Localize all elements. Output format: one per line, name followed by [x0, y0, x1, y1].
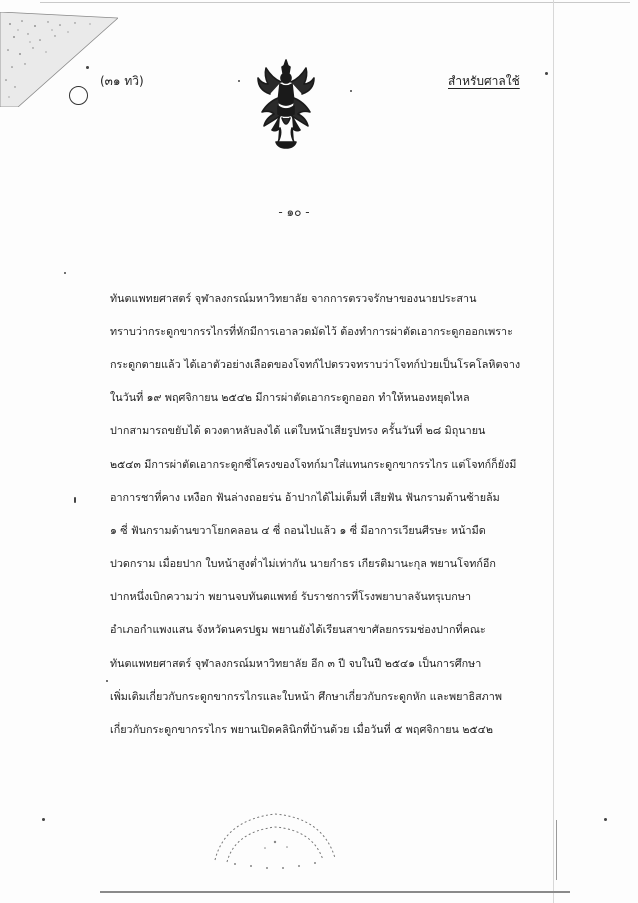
scan-speck: [106, 680, 108, 682]
body-line-5: ปากสามารถขยับได้ ดวงตาหลับลงได้ แต่ใบหน้าเสียรูปทรง ครั้นวันที่ ๒๘ มิถุนายน: [110, 424, 486, 437]
scan-speck: [74, 497, 76, 503]
scan-speck: [42, 818, 45, 821]
scan-speck: [604, 818, 607, 821]
body-line-8: ๑ ซี่ ฟันกรามด้านขวาโยกคลอน ๔ ซี่ ถอนไปแล้ว ๑ ซี่ มีอาการเวียนศีรษะ หน้ามืด: [110, 524, 486, 537]
scan-speck: [350, 90, 352, 92]
body-line-14: เกี่ยวกับกระดูกขากรรไกร พยานเปิดคลินิกที่บ้านด้วย เมื่อวันที่ ๕ พฤศจิกายน ๒๕๔๒: [110, 723, 493, 736]
body-line-12: ทันตแพทยศาสตร์ จุฬาลงกรณ์มหาวิทยาลัย อีก ๓ ปี จบในปี ๒๕๔๑ เป็นการศึกษา: [110, 657, 482, 670]
body-line-1: ทันตแพทยศาสตร์ จุฬาลงกรณ์มหาวิทยาลัย จากการตรวจรักษาของนายประสาน: [110, 292, 477, 305]
body-line-6: ๒๕๔๓ มีการผ่าตัดเอากระดูกซี่โครงของโจทก์มาใส่แทนกระดูกขากรรไกร แต่โจทก์ก็ยังมี: [110, 458, 517, 471]
page-number: - ๑๐ -: [278, 205, 310, 219]
body-line-3: กระดูกตายแล้ว ได้เอาตัวอย่างเลือดของโจทก์ไปตรวจทราบว่าโจทก์ป่วยเป็นโรคโลหิตจาง: [110, 358, 521, 371]
body-line-2: ทราบว่ากระดูกขากรรไกรที่หักมีการเอาลวดมัดไว้ ต้องทำการผ่าตัดเอากระดูกออกเพราะ: [110, 325, 513, 338]
body-line-11: อำเภอกำแพงแสน จังหวัดนครปฐม พยานยังได้เรียนสาขาศัลยกรรมช่องปากที่คณะ: [110, 623, 486, 636]
body-line-9: ปวดกราม เมื่อยปาก ใบหน้าสูงต่ำไม่เท่ากัน นายกำธร เกียรติมานะกุล พยานโจทก์อีก: [110, 557, 496, 570]
body-line-13: เพิ่มเติมเกี่ยวกับกระดูกขากรรไกรและใบหน้า ศึกษาเกี่ยวกับกระดูกหัก และพยาธิสภาพ: [110, 690, 502, 703]
scan-speck: [86, 66, 89, 69]
scan-speck: [545, 72, 548, 75]
scan-speck: [64, 272, 66, 274]
form-number: (๓๑ ทวิ): [100, 74, 144, 88]
scan-speck: [238, 80, 240, 82]
body-line-10: ปากหนึ่งเบิกความว่า พยานจบทันตแพทย์ รับราชการที่โรงพยาบาลจันทรุเบกษา: [110, 590, 472, 603]
court-seal-stamp-icon: [205, 800, 345, 875]
body-line-7: อาการชาที่คาง เหงือก ฟันล่างถอยร่น อ้าปากได้ไม่เต็มที่ เสียฟัน ฟันกรามด้านซ้ายล้ม: [110, 491, 500, 504]
court-use-label: สำหรับศาลใช้: [448, 74, 520, 88]
body-line-4: ในวันที่ ๑๙ พฤศจิกายน ๒๕๔๒ มีการผ่าตัดเอากระดูกออก ทำให้หนองหยุดไหล: [110, 391, 470, 404]
